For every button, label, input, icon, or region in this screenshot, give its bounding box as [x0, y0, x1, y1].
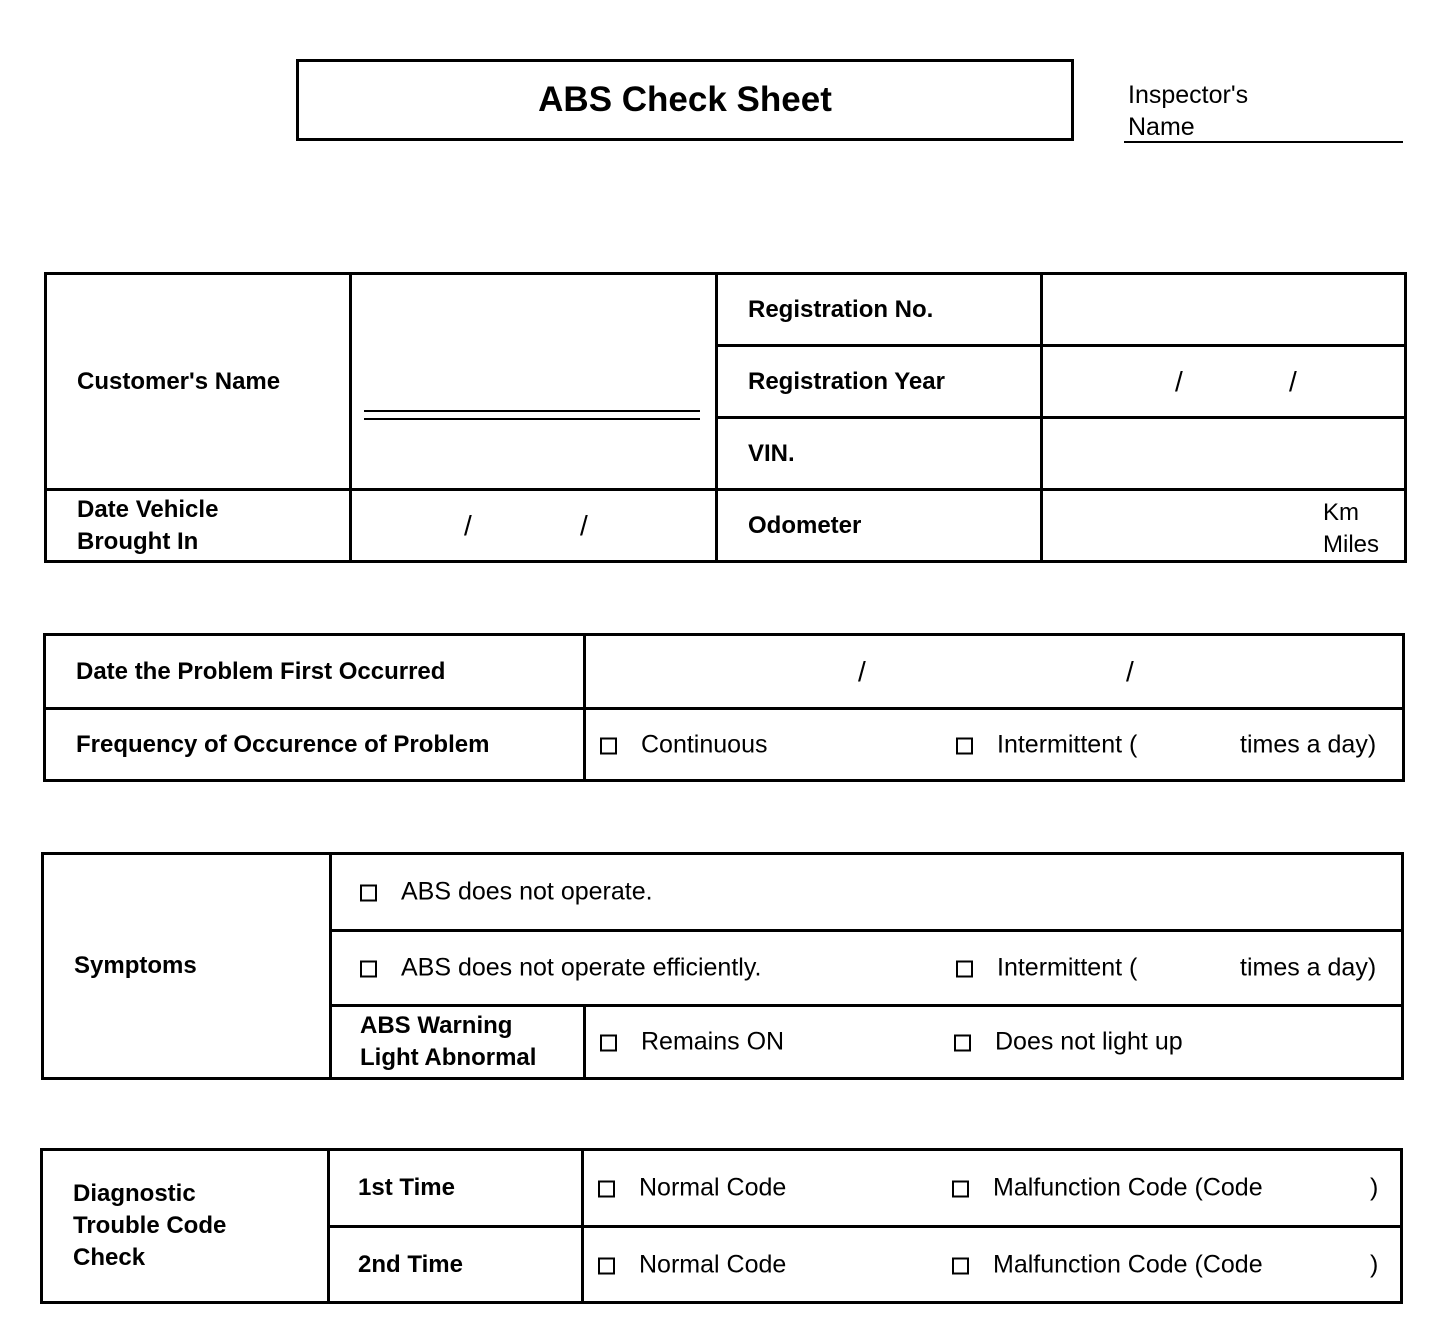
close-paren: ) — [1370, 1173, 1379, 1202]
second-malfunction-code-option[interactable] — [952, 1250, 1263, 1279]
dtc-label — [42, 1150, 329, 1303]
not-efficient-row — [331, 931, 1403, 1006]
second-time-field — [583, 1227, 1402, 1303]
dtc-label-line3: Check — [73, 1244, 146, 1271]
warning-light-label — [331, 1006, 585, 1079]
not-efficient-option[interactable] — [360, 954, 761, 983]
vin-field[interactable] — [1042, 418, 1406, 490]
intermittent-label: Intermittent ( — [997, 730, 1138, 758]
problem-occurrence-table — [43, 633, 1405, 782]
symptoms-table — [41, 852, 1404, 1080]
continuous-option[interactable] — [600, 730, 767, 759]
date-brought-in-label-line1: Date Vehicle — [77, 495, 219, 523]
date-separator: / — [464, 509, 472, 541]
registration-year-label: Registration Year — [717, 346, 1042, 418]
second-time-label: 2nd Time — [329, 1227, 583, 1303]
checkbox[interactable] — [598, 1181, 615, 1198]
date-separator: / — [580, 509, 588, 541]
second-normal-code-option[interactable] — [598, 1250, 786, 1279]
odometer-units — [1323, 497, 1379, 561]
continuous-label: Continuous — [641, 730, 768, 758]
inspector-label-line1: Inspector's — [1128, 81, 1249, 109]
date-separator: / — [1289, 365, 1297, 397]
malfunction-code-label: Malfunction Code (Code — [993, 1250, 1263, 1278]
inspector-label-line2: Name — [1128, 113, 1195, 141]
close-paren: ) — [1370, 1250, 1379, 1278]
checkbox[interactable] — [360, 961, 377, 978]
customer-name-underline-2 — [364, 418, 700, 420]
checkbox[interactable] — [598, 1257, 615, 1274]
does-not-light-option[interactable] — [954, 1028, 1183, 1057]
odometer-unit-miles: Miles — [1323, 531, 1380, 558]
checkbox[interactable] — [956, 737, 973, 754]
date-separator: / — [1175, 365, 1183, 397]
registration-no-label: Registration No. — [717, 274, 1042, 346]
date-separator: / — [858, 655, 866, 687]
dtc-label-line1: Diagnostic — [73, 1180, 196, 1207]
registration-year-field[interactable] — [1042, 346, 1406, 418]
vin-label: VIN. — [717, 418, 1042, 490]
registration-no-field[interactable] — [1042, 274, 1406, 346]
times-a-day-label: times a day) — [1240, 730, 1377, 758]
not-operate-label: ABS does not operate. — [401, 877, 653, 906]
not-operate-option[interactable] — [360, 878, 653, 907]
frequency-field — [585, 709, 1404, 781]
date-brought-in-field[interactable] — [351, 490, 717, 562]
customer-name-field[interactable] — [351, 274, 717, 490]
checkbox[interactable] — [600, 1035, 617, 1052]
inspector-name-field[interactable] — [1124, 141, 1403, 143]
does-not-light-label: Does not light up — [995, 1027, 1183, 1056]
customer-name-label: Customer's Name — [46, 274, 351, 490]
symptoms-label: Symptoms — [43, 854, 331, 1079]
odometer-field[interactable] — [1042, 490, 1406, 562]
normal-code-label: Normal Code — [639, 1250, 787, 1278]
checkbox[interactable] — [954, 1035, 971, 1052]
date-brought-in-label-line2: Brought In — [77, 527, 199, 555]
first-occurred-field[interactable] — [585, 635, 1404, 709]
malfunction-code-label: Malfunction Code (Code — [993, 1173, 1263, 1202]
checkbox[interactable] — [600, 737, 617, 754]
checkbox[interactable] — [956, 961, 973, 978]
first-normal-code-option[interactable] — [598, 1174, 786, 1203]
inspector-name-label — [1128, 79, 1248, 143]
customer-name-underline-1 — [364, 410, 700, 412]
date-separator: / — [1126, 655, 1134, 687]
first-occurred-label: Date the Problem First Occurred — [45, 635, 585, 709]
first-malfunction-code-option[interactable] — [952, 1174, 1263, 1203]
warning-light-field — [585, 1006, 1403, 1079]
intermittent-option[interactable] — [956, 730, 1137, 759]
symptom-intermittent-option[interactable] — [956, 954, 1137, 983]
warning-light-label-line2: Light Abnormal — [360, 1044, 537, 1071]
odometer-label: Odometer — [717, 490, 1042, 562]
date-brought-in-label — [46, 490, 351, 562]
remains-on-label: Remains ON — [641, 1027, 785, 1056]
checkbox[interactable] — [360, 885, 377, 902]
page-title: ABS Check Sheet — [296, 59, 1074, 141]
dtc-table — [40, 1148, 1403, 1304]
checkbox[interactable] — [952, 1257, 969, 1274]
frequency-label: Frequency of Occurence of Problem — [45, 709, 585, 781]
not-efficient-label: ABS does not operate efficiently. — [401, 953, 762, 982]
first-time-field — [583, 1150, 1402, 1227]
remains-on-option[interactable] — [600, 1028, 784, 1057]
symptom-intermittent-label: Intermittent ( — [997, 953, 1138, 982]
dtc-label-line2: Trouble Code — [73, 1212, 227, 1239]
not-operate-row — [331, 854, 1403, 931]
odometer-unit-km: Km — [1323, 499, 1359, 526]
symptom-times-a-day-label: times a day) — [1240, 953, 1377, 982]
warning-light-label-line1: ABS Warning — [360, 1012, 513, 1039]
vehicle-info-table — [44, 272, 1407, 563]
first-time-label: 1st Time — [329, 1150, 583, 1227]
normal-code-label: Normal Code — [639, 1173, 787, 1202]
checkbox[interactable] — [952, 1181, 969, 1198]
